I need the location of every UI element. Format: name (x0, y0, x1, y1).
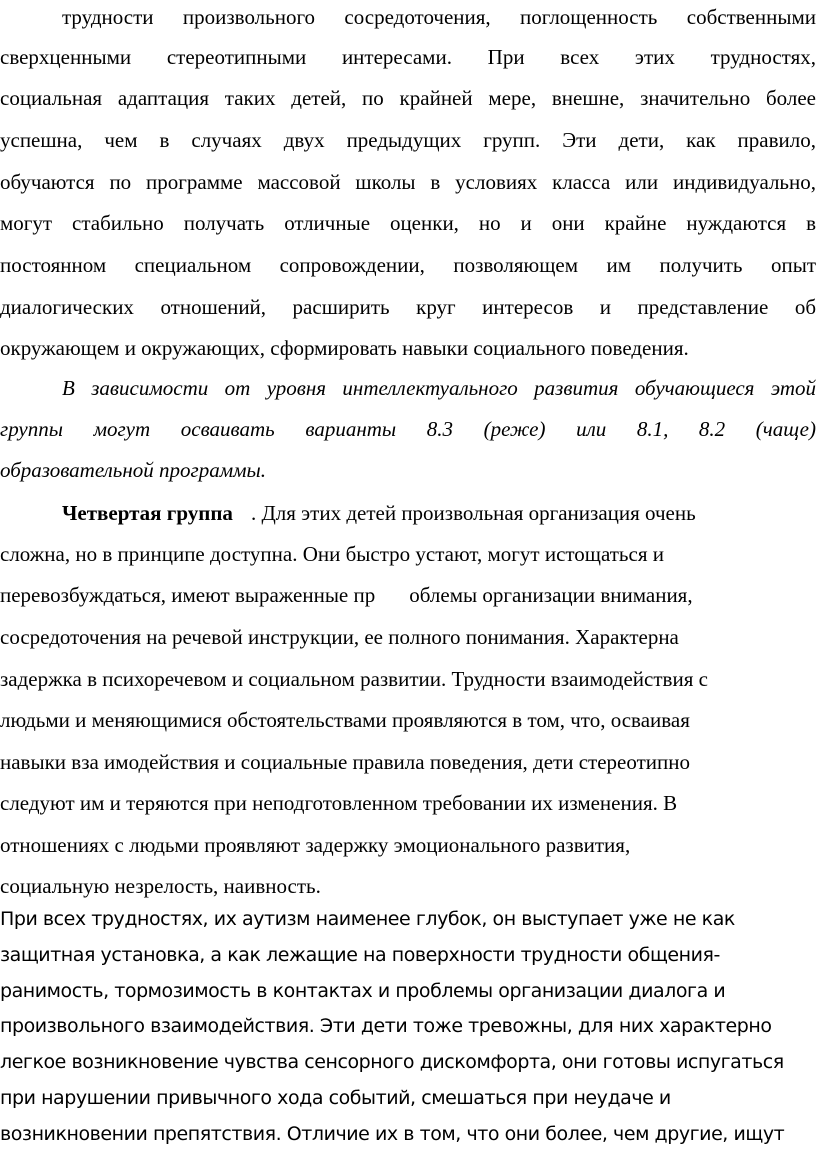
p3-line-3-start: перевозбуждаться, имеют выраженные пр (0, 583, 376, 607)
p3-line-9: отношениях с людьми проявляют задержку эмоционального развития, (0, 833, 631, 857)
p3-line-1-rest: . Для этих детей произвольная организация очень (250, 501, 696, 525)
p1-line-4: успешна, чем в случаях двух предыдущих групп. Эти дети, как правило, (0, 128, 816, 152)
p3-line-6: людьми и меняющимися обстоятельствами проявляются в том, что, осваивая (0, 708, 690, 732)
p4-line-3: ранимость, тормозимость в контактах и проблемы организации диалога и (0, 980, 726, 1002)
p3-line-5: задержка в психоречевом и социальном развитии. Трудности взаимодействия с (0, 667, 708, 691)
p1-line-6: могут стабильно получать отличные оценки, но и они крайне нуждаются в (0, 211, 816, 235)
p1-line-5: обучаются по программе массовой школы в условиях класса или индивидуально, (0, 170, 816, 194)
p3-line-4: сосредоточения на речевой инструкции, ее полного понимания. Характерна (0, 625, 679, 649)
p3-line-10: социальную незрелость, наивность. (0, 874, 321, 898)
p3-line-1 (0, 500, 816, 526)
p2-line-3: образовательной программы. (0, 458, 266, 482)
p4-line-4: произвольного взаимодействия. Эти дети тоже тревожны, для них характерно (0, 1015, 772, 1037)
p1-line-8: диалогических отношений, расширить круг интересов и представление об (0, 295, 816, 319)
p2-line-1: В зависимости от уровня интеллектуального развития обучающиеся этой (62, 376, 816, 400)
p3-line-3 (0, 582, 816, 608)
p3-line-3-end: облемы организации внимания, (409, 583, 693, 607)
section-heading-fourth-group: Четвертая группа (62, 501, 233, 525)
p4-line-2: защитная установка, а как лежащие на поверхности трудности общения- (0, 944, 720, 966)
p4-line-5: легкое возникновение чувства сенсорного дискомфорта, они готовы испугаться (0, 1051, 784, 1073)
p3-line-2: сложна, но в принципе доступна. Они быстро устают, могут истощаться и (0, 542, 664, 566)
p1-line-7: постоянном специальном сопровождении, позволяющем им получить опыт (0, 253, 816, 277)
p1-line-1: трудности произвольного сосредоточения, поглощенность собственными (62, 5, 816, 29)
p4-line-7: возникновении препятствия. Отличие их в том, что они более, чем другие, ищут (0, 1123, 785, 1145)
p3-line-7: навыки вза имодействия и социальные правила поведения, дети стереотипно (0, 750, 690, 774)
p3-line-8: следуют им и теряются при неподготовленном требовании их изменения. В (0, 791, 678, 815)
p1-line-9: окружающем и окружающих, сформировать навыки социального поведения. (0, 336, 689, 360)
p1-line-3: социальная адаптация таких детей, по крайней мере, внешне, значительно более (0, 86, 816, 110)
p1-line-2: сверхценными стереотипными интересами. При всех этих трудностях, (0, 45, 816, 69)
p2-line-2: группы могут осваивать варианты 8.3 (реже) или 8.1, 8.2 (чаще) (0, 417, 816, 441)
p4-line-6: при нарушении привычного хода событий, смешаться при неудаче и (0, 1087, 671, 1109)
p4-line-1: При всех трудностях, их аутизм наименее глубок, он выступает уже не как (0, 908, 735, 930)
